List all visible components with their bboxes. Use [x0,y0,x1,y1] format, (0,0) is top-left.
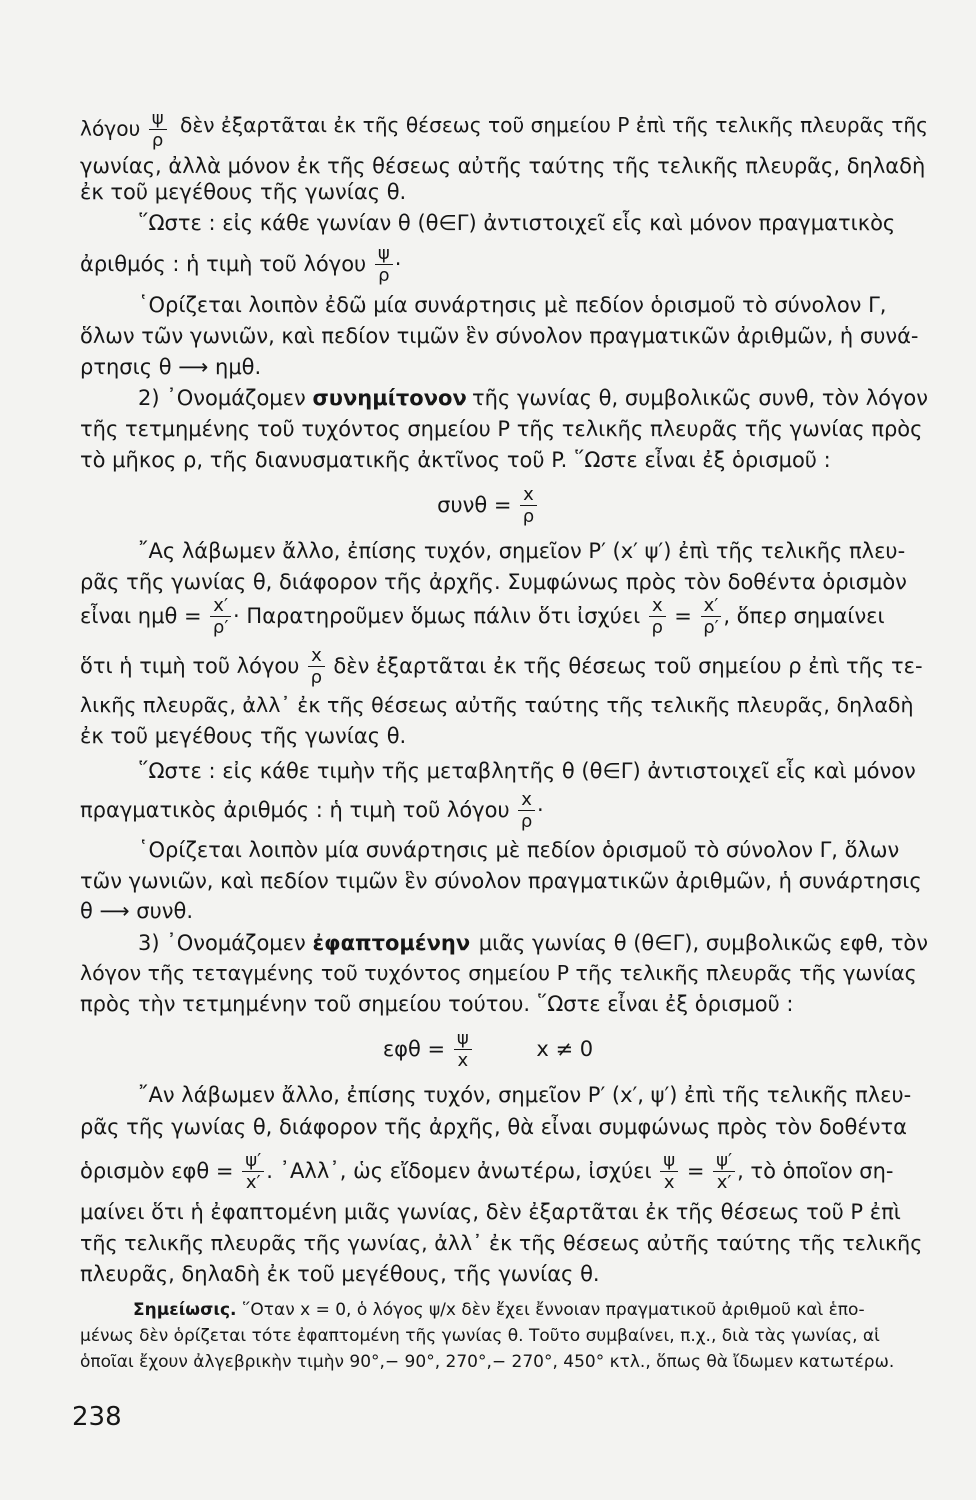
text-line: εἶναι ημθ = $\frac{x'}{\rho'}$ · Παρατηροῦμεν ὅμως πάλιν ὅτι ἰσχύει $\frac{x}{\rho}$ = $\frac{x'}{\rho'}$ , ὅπερ σημαίνει [80,595,885,638]
text-line: ἐκ τοῦ μεγέθους τῆς γωνίας θ. [80,180,407,204]
text-line: πλευρᾶς, δηλαδὴ ἐκ τοῦ μεγέθους, τῆς γωνίας θ. [80,1262,600,1286]
fraction-psiprime-over-xprime: $\frac{\psi'}{x'}$ [242,1152,264,1192]
note-line: μένως δὲν ὁρίζεται τότε ἐφαπτομένη τῆς γωνίας θ. Τοῦτο συμβαίνει, π.χ., διὰ τὰς γωνίας, αἱ [80,1326,880,1346]
text-line: ῎Ας λάβωμεν ἄλλο, ἐπίσης τυχόν, σημεῖον P′ (x′ ψ′) ἐπὶ τῆς τελικῆς πλευ- [138,539,906,563]
note-line: Σημείωσις. ῞Οταν x = 0, ὁ λόγος ψ/x δὲν ἔχει ἔννοιαν πραγματικοῦ ἀριθμοῦ καὶ ἑπο- [133,1300,865,1320]
text-line: ὅτι ἡ τιμὴ τοῦ λόγου $\frac{x}{\rho}$ δὲν ἐξαρτᾶται ἐκ τῆς θέσεως τοῦ σημείου ρ ἐπὶ τῆς τε- [80,645,923,688]
text-line: λόγου $\frac{\psi}{\rho}$ δὲν ἐξαρτᾶται ἐκ τῆς θέσεως τοῦ σημείου P ἐπὶ τῆς τελικῆς πλευρᾶς τῆς [80,108,928,151]
text-line: γωνίας, ἀλλὰ μόνον ἐκ τῆς θέσεως αὐτῆς ταύτης τῆς τελικῆς πλευρᾶς, δηλαδὴ [80,154,926,178]
fraction-psi-over-rho: $\frac{\psi}{\rho}$ [375,245,393,285]
fraction-x-over-rho: $\frac{x}{\rho}$ [520,486,537,526]
page-number: 238 [72,1402,122,1432]
text-line: ὁρισμὸν εφθ = $\frac{\psi'}{x'}$ . ᾿Αλλ᾿, ὡς εἴδομεν ἀνωτέρω, ἰσχύει $\frac{\psi}{x}$ = $\frac{\psi'}{x'}$ , τὸ ὁποῖον ση- [80,1150,894,1193]
text-line: ὅλων τῶν γωνιῶν, καὶ πεδίον τιμῶν ἓν σύνολον πραγματικῶν ἀριθμῶν, ἡ συνά- [80,324,919,348]
fraction-xprime-over-rhoprime: $\frac{x'}{\rho'}$ [701,597,722,637]
fraction-psiprime-over-xprime: $\frac{\psi'}{x'}$ [713,1152,735,1192]
text-line: λικῆς πλευρᾶς, ἀλλ᾿ ἐκ τῆς θέσεως αὐτῆς ταύτης τῆς τελικῆς πλευρᾶς, δηλαδὴ [80,693,914,717]
text-line: ρᾶς τῆς γωνίας θ, διάφορον τῆς ἀρχῆς, θὰ εἶναι συμφώνως πρὸς τὸν δοθέντα [80,1115,907,1139]
text-line: ῾Ορίζεται λοιπὸν μία συνάρτησις μὲ πεδίον ὁρισμοῦ τὸ σύνολον Γ, ὅλων [138,838,900,862]
text-line: 2) ᾿Ονομάζομεν συνημίτονον τῆς γωνίας θ, συμβολικῶς συνθ, τὸν λόγον [138,386,928,410]
text-line: 3) ᾿Ονομάζομεν ἐφαπτομένην μιᾶς γωνίας θ (θ∈Γ), συμβολικῶς εφθ, τὸν [138,931,928,955]
text-line: πραγματικὸς ἀριθμός : ἡ τιμὴ τοῦ λόγου $\frac{x}{\rho}$ · [80,789,544,832]
text-line: τῆς τετμημένης τοῦ τυχόντος σημείου P τῆς τελικῆς πλευρᾶς τῆς γωνίας πρὸς [80,417,923,441]
fraction-x-over-rho: $\frac{x}{\rho}$ [518,791,535,831]
fraction-psi-over-x: $\frac{\psi}{x}$ [454,1030,472,1070]
fraction-psi-over-rho: $\frac{\psi}{\rho}$ [149,110,167,150]
text-line: θ ⟶ συνθ. [80,899,194,923]
text-line: ῎Αν λάβωμεν ἄλλο, ἐπίσης τυχόν, σημεῖον P′ (x′, ψ′) ἐπὶ τῆς τελικῆς πλευ- [138,1083,912,1107]
equation-tan: εφθ = $\frac{\psi}{x}$ x ≠ 0 [382,1028,594,1071]
text-line: ῞Ωστε : εἰς κάθε τιμὴν τῆς μεταβλητῆς θ (θ∈Γ) ἀντιστοιχεῖ εἷς καὶ μόνον [138,759,916,783]
fraction-x-over-rho: $\frac{x}{\rho}$ [308,647,325,687]
text-line: τῶν γωνιῶν, καὶ πεδίον τιμῶν ἓν σύνολον πραγματικῶν ἀριθμῶν, ἡ συνάρτησις [80,869,922,893]
text-line: ἐκ τοῦ μεγέθους τῆς γωνίας θ. [80,724,407,748]
note-line: ὁποῖαι ἔχουν ἀλγεβρικὴν τιμὴν 90°,− 90°, 270°,− 270°, 450° κτλ., ὅπως θὰ ἴδωμεν κατωτέρω. [80,1352,895,1372]
fraction-x-over-rho: $\frac{x}{\rho}$ [649,597,666,637]
text-line: ῞Ωστε : εἰς κάθε γωνίαν θ (θ∈Γ) ἀντιστοιχεῖ εἷς καὶ μόνον πραγματικὸς [138,211,896,235]
fraction-psi-over-x: $\frac{\psi}{x}$ [660,1152,678,1192]
text-line: ρτησις θ ⟶ ημθ. [80,355,262,379]
text-line: τῆς τελικῆς πλευρᾶς τῆς γωνίας, ἀλλ᾿ ἐκ τῆς θέσεως αὐτῆς ταύτης τῆς τελικῆς [80,1231,923,1255]
fraction-xprime-over-rhoprime: $\frac{x'}{\rho'}$ [210,597,231,637]
text-line: ῾Ορίζεται λοιπὸν ἐδῶ μία συνάρτησις μὲ πεδίον ὁρισμοῦ τὸ σύνολον Γ, [138,293,887,317]
text-line: πρὸς τὴν τετμημένην τοῦ σημείου τούτου. ῞Ωστε εἶναι ἐξ ὁρισμοῦ : [80,992,794,1016]
text-line: λόγον τῆς τεταγμένης τοῦ τυχόντος σημείου P τῆς τελικῆς πλευρᾶς τῆς γωνίας [80,961,917,985]
text-line: ρᾶς τῆς γωνίας θ, διάφορον τῆς ἀρχῆς. Συμφώνως πρὸς τὸν δοθέντα ὁρισμὸν [80,570,907,594]
text-line: τὸ μῆκος ρ, τῆς διανυσματικῆς ἀκτῖνος τοῦ P. ῞Ωστε εἶναι ἐξ ὁρισμοῦ : [80,448,831,472]
text-line: μαίνει ὅτι ἡ ἐφαπτομένη μιᾶς γωνίας, δὲν ἐξαρτᾶται ἐκ τῆς θέσεως τοῦ P ἐπὶ [80,1200,901,1224]
equation-cos: συνθ = $\frac{x}{\rho}$ [0,486,976,526]
text-line: ἀριθμός : ἡ τιμὴ τοῦ λόγου $\frac{\psi}{\rho}$ · [80,243,402,286]
